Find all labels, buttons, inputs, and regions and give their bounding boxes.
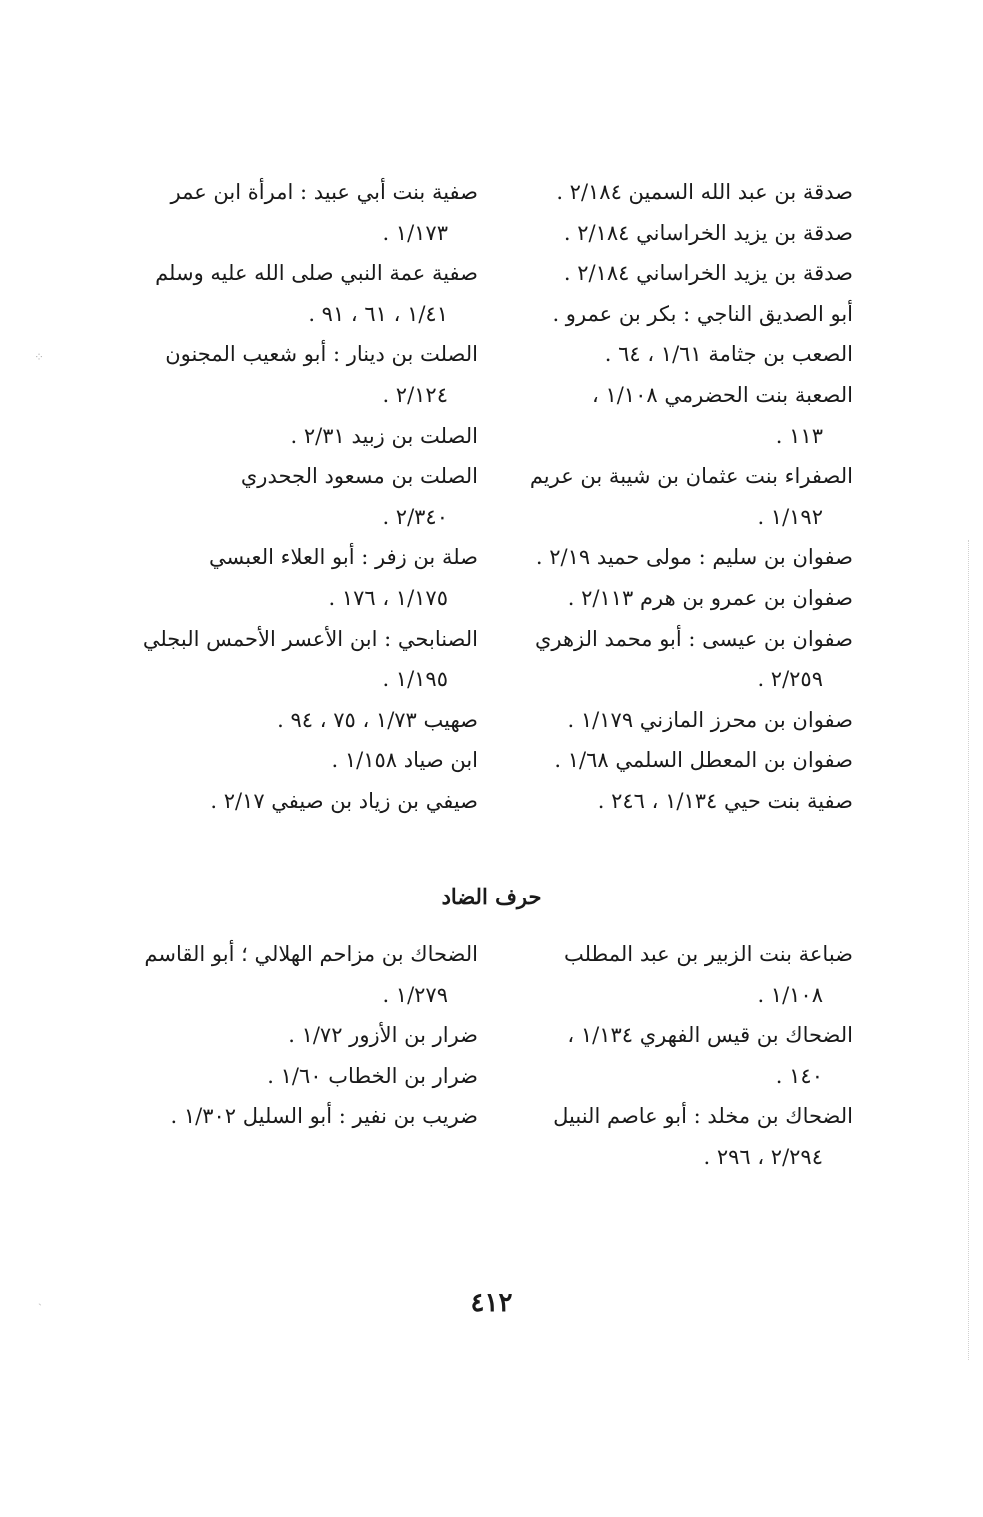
index-column-upper-left [133,172,478,822]
index-entry: صفوان بن سليم : مولى حميد ٢/١٩ . [535,545,853,570]
index-entry: الضحاك بن مخلد : أبو عاصم النبيل [553,1104,853,1129]
index-entry: ابن صياد ١/١٥٨ . [331,748,478,773]
index-entry: الصعب بن جثامة ١/٦١ ، ٦٤ . [604,342,853,367]
index-entry-continuation: ١/٢٧٩ . [382,982,448,1007]
index-entry: ضرار بن الخطاب ١/٦٠ . [267,1063,478,1088]
index-entry-continuation: ١/١٧٣ . [382,220,448,245]
page-number: ٤١٢ [470,1288,513,1318]
index-column-lower-left [133,934,478,1137]
index-entry: ضريب بن نفير : أبو السليل ١/٣٠٢ . [170,1104,478,1129]
index-entry-continuation: ١١٣ . [775,423,823,448]
index-entry: صفوان بن عمرو بن هرم ٢/١١٣ . [567,585,853,610]
index-entry: ضباعة بنت الزبير بن عبد المطلب [563,942,853,966]
index-entry: صفية بنت حيي ١/١٣٤ ، ٢٤٦ . [597,788,853,813]
index-entry: صفوان بن المعطل السلمي ١/٦٨ . [554,748,853,773]
index-entry: صدقة بن يزيد الخراساني ٢/١٨٤ . [563,220,853,245]
index-entry-continuation: ١/١٠٨ . [757,982,823,1007]
index-entry-continuation: ٢/٣٤٠ . [382,504,448,529]
index-entry: الضحاك بن قيس الفهري ١/١٣٤ ، [567,1023,853,1048]
index-entry: صدقة بن عبد الله السمين ٢/١٨٤ . [556,180,853,204]
index-entry: صيفي بن زياد بن صيفي ٢/١٧ . [210,788,478,813]
index-entry-continuation: ١/١٩٢ . [757,504,823,529]
index-entry: الصلت بن مسعود الجحدري [240,464,478,489]
index-entry: الضحاك بن مزاحم الهلالي ؛ أبو القاسم [144,942,478,966]
index-entry: صفية بنت أبي عبيد : امرأة ابن عمر [170,180,478,204]
index-entry: صفوان بن محرز المازني ١/١٧٩ . [567,707,853,732]
index-entry-continuation: ٢/٢٥٩ . [757,667,823,692]
scan-speck: ⁘ [34,350,45,364]
index-entry: الصعبة بنت الحضرمي ١/١٠٨ ، [592,382,853,407]
index-entry-continuation: ١/١٧٥ ، ١٧٦ . [328,585,448,610]
index-entry: الصلت بن دينار : أبو شعيب المجنون [165,342,478,367]
index-entry: صفية عمة النبي صلى الله عليه وسلم [155,261,478,286]
index-entry: صفوان بن عيسى : أبو محمد الزهري [534,626,853,651]
scan-speck: ˎ [38,1292,42,1306]
index-column-lower-right [513,934,853,1178]
index-entry-continuation: ١/١٩٥ . [382,667,448,692]
index-column-upper-right [513,172,853,822]
index-entry-continuation: ٢/١٢٤ . [382,382,448,407]
index-entry: صلة بن زفر : أبو العلاء العبسي [208,545,478,570]
index-entry: الصلت بن زبيد ٢/٣١ . [290,423,478,448]
index-entry: أبو الصديق الناجي : بكر بن عمرو . [552,301,853,326]
index-entry-continuation: ٢/٢٩٤ ، ٢٩٦ . [703,1144,823,1169]
index-entry: الصفراء بنت عثمان بن شيبة بن عريم [529,464,853,489]
index-entry-continuation: ١٤٠ . [775,1063,823,1088]
index-entry: ضرار بن الأزور ١/٧٢ . [288,1023,478,1048]
index-entry-continuation: ١/٤١ ، ٦١ ، ٩١ . [308,301,448,326]
index-entry: صهيب ١/٧٣ ، ٧٥ ، ٩٤ . [277,707,478,732]
index-entry: صدقة بن يزيد الخراساني ٢/١٨٤ . [563,261,853,286]
scan-edge-line [968,540,969,1360]
index-entry: الصنابحي : ابن الأعسر الأحمس البجلي [142,626,478,651]
section-heading: حرف الضاد [441,884,542,909]
